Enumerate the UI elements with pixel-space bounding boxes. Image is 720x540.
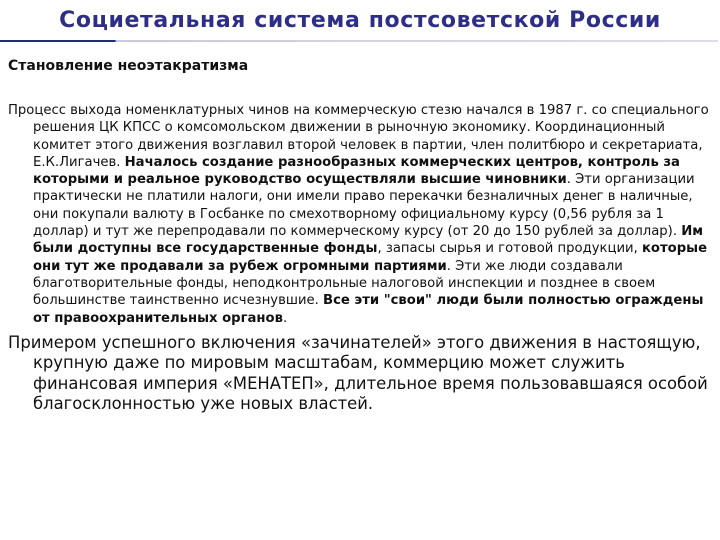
paragraph-text: . — [282, 310, 288, 326]
paragraph-text: , запасы сырья и готовой продукции, — [377, 241, 642, 257]
paragraph-text: . Эти же люди создавали благотворительные фонды, неподконтрольные налоговой инспекции и позднее в своем большинстве таинственно исчезнувшие. — [33, 258, 656, 309]
paragraph-menatep: Примером успешного включения «зачинателей» этого движения в настоящую, крупную даже по мировым масштабам, коммерцию может служить финансовая империя «МЕНАТЕП», длительное время пользовавшаяся особой благосклонностью уже новых властей. — [8, 332, 708, 414]
slide-body — [8, 56, 714, 415]
section-heading: Становление неоэтакратизма — [8, 58, 249, 74]
emphasis-text: Им были доступны все государственные фонды — [33, 224, 704, 257]
slide-title: Социетальная система постсоветской России — [59, 8, 661, 33]
emphasis-text: которые они тут же продавали за рубеж огромными партиями — [33, 241, 708, 274]
paragraph-text: . Эти организации практически не платили налоги, они имели право перекачки безналичных денег в наличные, они покупали валюту в Госбанке по смехотворному официальному курсу (0,56 рубля за 1 доллар) и тут же перепродавали по коммерческому курсу (от 20 до 150 рублей за доллар). — [33, 172, 695, 240]
paragraph-nomenclature — [8, 102, 714, 327]
emphasis-text: Началось создание разнообразных коммерческих центров, контроль за которыми и реальное руководство осуществляли высшие чиновники — [33, 154, 680, 188]
paragraph-text: Процесс выхода номенклатурных чинов на коммерческую стезю начался в 1987 г. со специального решения ЦК КПСС о комсомольском движении в рыночную экономику. Координационный комитет этого движения возглавил второй человек в партии, член политбюро и секретариата, Е.К.Лигачев. — [8, 103, 709, 170]
emphasis-text: Все эти "свои" люди были полностью ограждены от правоохранительных органов — [33, 293, 704, 326]
title-divider — [0, 40, 718, 42]
